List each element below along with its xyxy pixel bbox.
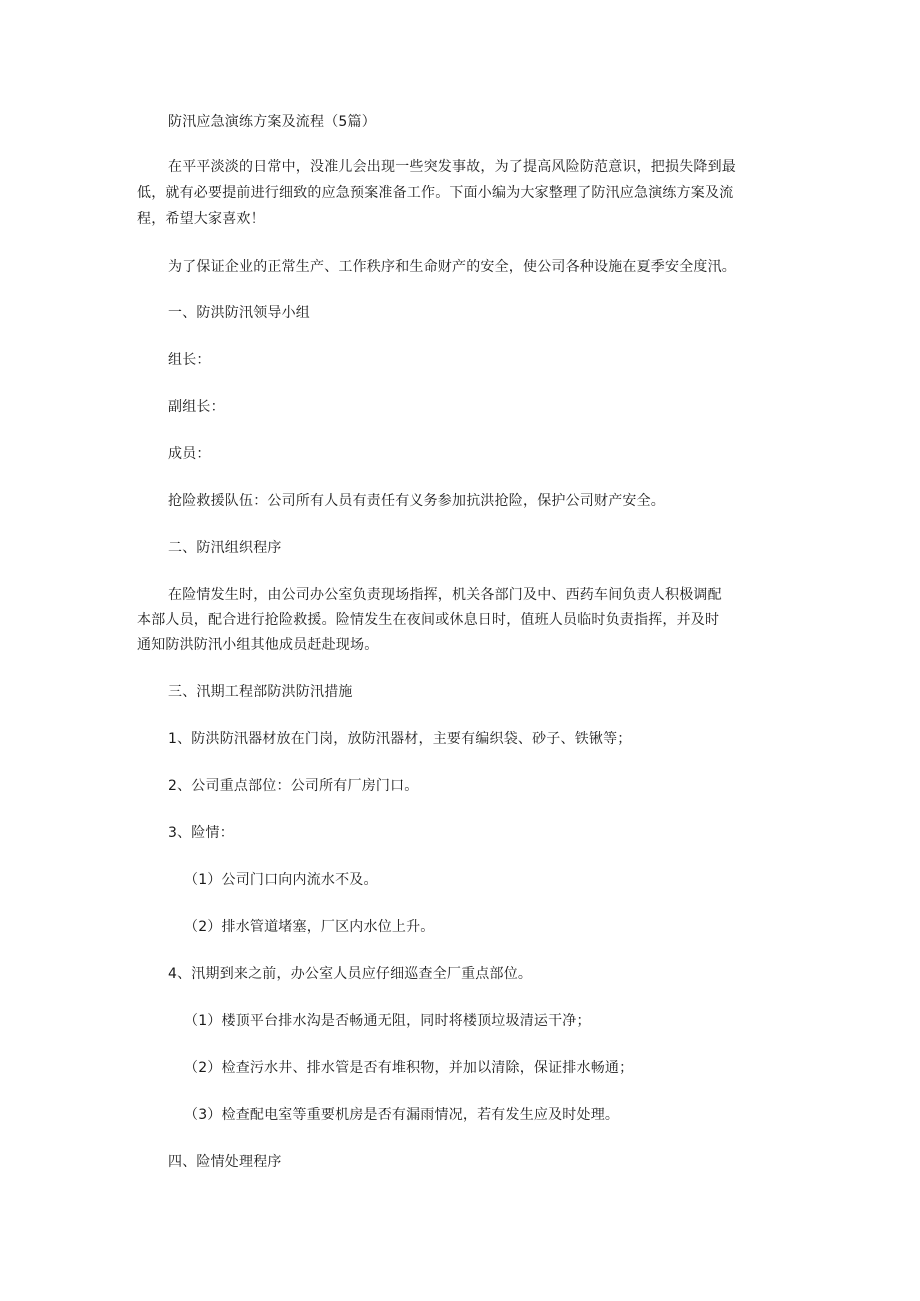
deputy-leader-label: 副组长： xyxy=(168,399,225,415)
intro-line-1: 在平平淡淡的日常中，没准儿会出现一些突发事故，为了提高风险防范意识，把损失降到最 xyxy=(168,159,736,175)
section-1-heading: 一、防洪防汛领导小组 xyxy=(168,305,310,321)
purpose-paragraph: 为了保证企业的正常生产、工作秩序和生命财产的安全，使公司各种设施在夏季安全度汛。 xyxy=(168,259,736,275)
rescue-team-paragraph: 抢险救援队伍：公司所有人员有责任有义务参加抗洪抢险，保护公司财产安全。 xyxy=(168,493,665,509)
section-3-item-3: 3、险情： xyxy=(168,825,234,841)
section-3-item-1: 1、防洪防汛器材放在门岗，放防汛器材，主要有编织袋、砂子、铁锹等； xyxy=(168,731,632,747)
section-2-heading: 二、防汛组织程序 xyxy=(168,540,282,556)
intro-line-2: 低，就有必要提前进行细致的应急预案准备工作。下面小编为大家整理了防汛应急演练方案及流 xyxy=(137,185,734,201)
section-3-item-4: 4、汛期到来之前，办公室人员应仔细巡查全厂重点部位。 xyxy=(168,966,533,982)
section-2-line-1: 在险情发生时，由公司办公室负责现场指挥，机关各部门及中、西药车间负责人积极调配 xyxy=(168,587,722,603)
section-3-item-3-sub-1: （1）公司门口向内流水不及。 xyxy=(184,872,378,888)
section-3-item-4-sub-3: （3）检查配电室等重要机房是否有漏雨情况，若有发生应及时处理。 xyxy=(184,1107,620,1123)
section-3-item-3-sub-2: （2）排水管道堵塞，厂区内水位上升。 xyxy=(184,919,435,935)
section-3-item-4-sub-2: （2）检查污水井、排水管是否有堆积物，并加以清除，保证排水畅通； xyxy=(184,1060,634,1076)
section-4-heading: 四、险情处理程序 xyxy=(168,1154,282,1170)
leader-label: 组长： xyxy=(168,352,211,368)
section-3-item-2: 2、公司重点部位：公司所有厂房门口。 xyxy=(168,778,419,794)
members-label: 成员： xyxy=(168,446,211,462)
section-2-line-2: 本部人员，配合进行抢险救援。险情发生在夜间或休息日时，值班人员临时负责指挥，并及时 xyxy=(137,612,720,628)
document-title: 防汛应急演练方案及流程（5篇） xyxy=(168,114,376,130)
section-2-line-3: 通知防洪防汛小组其他成员赶赴现场。 xyxy=(137,637,379,653)
section-3-item-4-sub-1: （1）楼顶平台排水沟是否畅通无阻，同时将楼顶垃圾清运干净； xyxy=(184,1013,591,1029)
intro-line-3: 程，希望大家喜欢！ xyxy=(137,211,265,227)
section-3-heading: 三、汛期工程部防洪防汛措施 xyxy=(168,684,353,700)
